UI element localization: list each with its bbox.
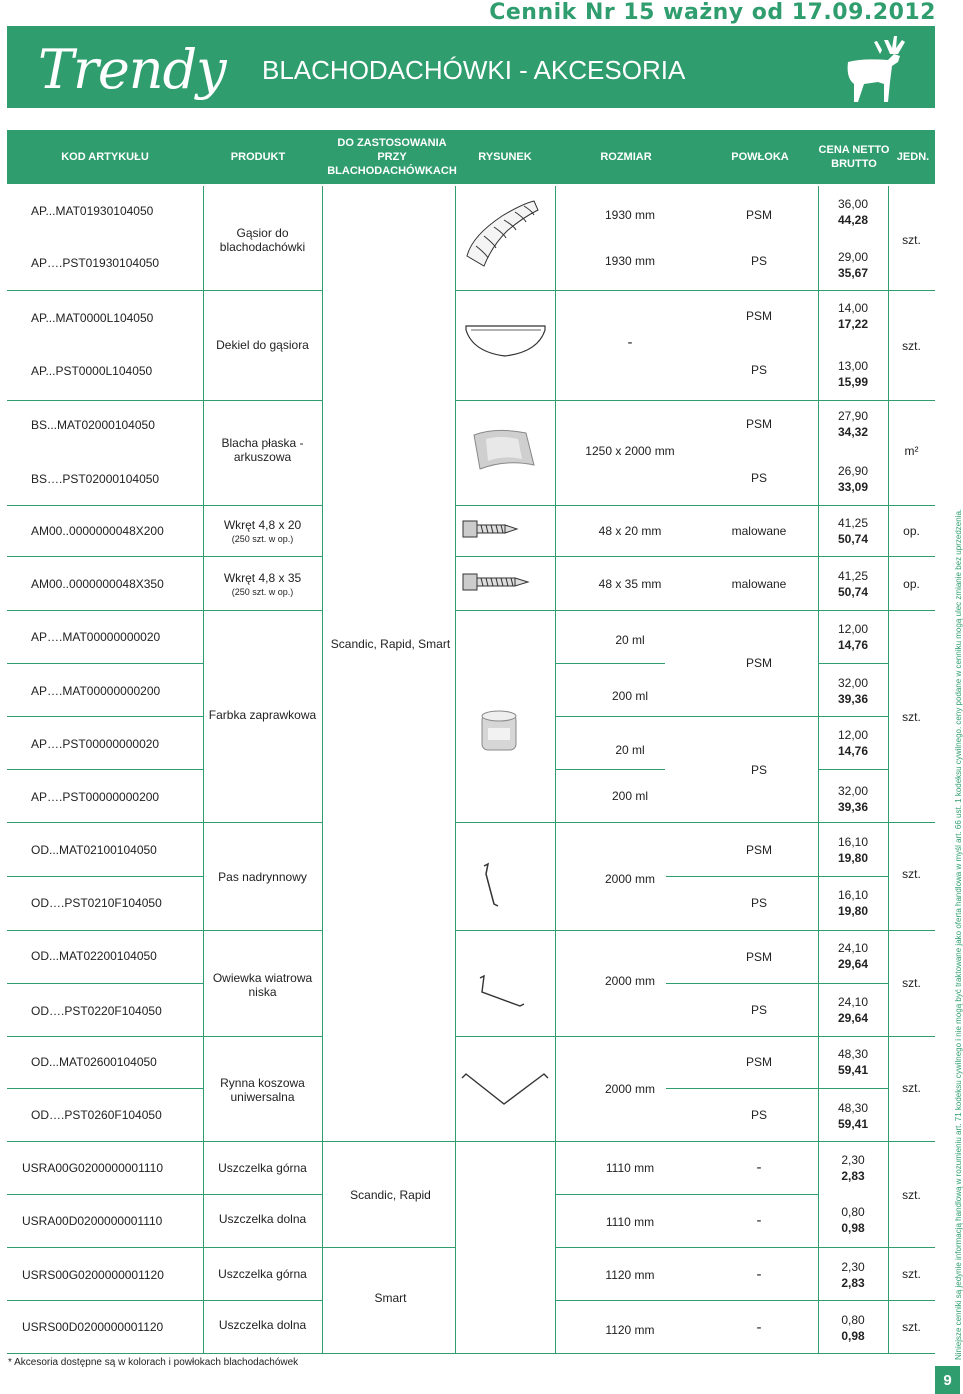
row-divider (555, 1247, 935, 1248)
product-name: Uszczelka dolna (218, 1212, 307, 1226)
col-coating: POWŁOKA (731, 151, 789, 163)
row-divider (7, 1247, 455, 1248)
row-divider (555, 1300, 935, 1301)
col-divider (888, 186, 889, 1354)
price-list-title: Cennik Nr 15 ważny od 17.09.2012 (489, 0, 936, 25)
price (818, 887, 888, 919)
coating-value: PS (750, 1108, 767, 1122)
row-divider (7, 1300, 322, 1301)
size-value: 200 ml (611, 789, 649, 803)
unit-value: op. (903, 577, 920, 591)
price-net: 48,30 (837, 1101, 869, 1115)
row-divider (455, 1141, 935, 1142)
article-code: AP….MAT00000000200 (31, 684, 161, 698)
price-gross: 59,41 (837, 1063, 869, 1077)
product-name: Uszczelka górna (218, 1161, 307, 1175)
price-gross: 17,22 (837, 317, 869, 331)
price-net: 16,10 (837, 835, 869, 849)
coating-value: - (756, 1212, 762, 1229)
article-code: AP….MAT00000000020 (31, 630, 161, 644)
deer-icon (818, 32, 918, 106)
coating-value: PSM (745, 950, 772, 964)
size-value: 48 x 20 mm (598, 524, 662, 538)
price (818, 196, 888, 228)
screw-35-drawing (462, 571, 530, 593)
product-pack: (250 szt. w op.) (231, 534, 294, 544)
row-divider (7, 1141, 455, 1142)
price (818, 358, 888, 390)
coating-value: PS (750, 763, 767, 777)
price (818, 408, 888, 440)
usage-models: Scandic, Rapid (350, 1188, 431, 1202)
flat-sheet-drawing (466, 425, 541, 475)
row-divider (7, 610, 322, 611)
product-name: Gąsior do blachodachówki (219, 226, 306, 254)
size-value: 1120 mm (605, 1268, 655, 1282)
coating-value: PSM (745, 309, 772, 323)
unit-value: szt. (902, 710, 921, 724)
col-usage: DO ZASTOSOWANIA PRZY BLACHODACHÓWKACH (327, 137, 457, 177)
screw-20-drawing (462, 518, 522, 540)
product-name: Uszczelka górna (218, 1267, 307, 1281)
article-code: USRA00G0200000001110 (22, 1161, 163, 1175)
row-divider (555, 663, 665, 664)
row-divider (555, 1194, 818, 1195)
side-note (946, 450, 963, 1360)
coating-value: PSM (745, 843, 772, 857)
size-value: 1930 mm (604, 208, 656, 222)
size-value: 1110 mm (605, 1215, 655, 1229)
size-value: 48 x 35 mm (598, 577, 662, 591)
row-divider (455, 822, 935, 823)
unit-value: szt. (902, 867, 921, 881)
product-name (203, 515, 322, 549)
price-net: 32,00 (837, 676, 869, 690)
product-name: Farbka zaprawkowa (208, 708, 317, 722)
price-gross: 34,32 (837, 425, 869, 439)
price-gross: 14,76 (837, 744, 869, 758)
coating-value: PS (750, 471, 767, 485)
coating-value: PS (750, 363, 767, 377)
size-value: 1930 mm (604, 254, 656, 268)
price (818, 783, 888, 815)
ridge-cap-drawing (462, 196, 552, 274)
row-divider (7, 400, 322, 401)
coating-value: PSM (745, 656, 772, 670)
row-divider (7, 822, 322, 823)
article-code: OD….PST0220F104050 (31, 1004, 162, 1018)
price (818, 940, 888, 972)
page-number: 9 (935, 1366, 960, 1394)
price (818, 1152, 888, 1184)
row-divider (7, 1194, 322, 1195)
price-gross: 39,36 (837, 692, 869, 706)
price-gross: 50,74 (837, 585, 869, 599)
row-divider (7, 556, 322, 557)
row-divider (7, 290, 322, 291)
price-net: 32,00 (837, 784, 869, 798)
size-value: 2000 mm (604, 872, 656, 886)
unit-value: szt. (902, 976, 921, 990)
row-divider (555, 769, 665, 770)
article-code: OD….PST0210F104050 (31, 896, 162, 910)
price (818, 675, 888, 707)
size-value: 2000 mm (604, 974, 656, 988)
coating-value: PSM (745, 417, 772, 431)
price-net: 16,10 (837, 888, 869, 902)
coating-value: - (756, 1319, 762, 1336)
price (818, 300, 888, 332)
price (818, 1204, 888, 1236)
product-name: Pas nadrynnowy (218, 870, 307, 884)
unit-value: op. (903, 524, 920, 538)
price-gross: 39,36 (837, 800, 869, 814)
price-gross: 0,98 (841, 1221, 865, 1235)
page-title: BLACHODACHÓWKI - AKCESORIA (262, 55, 686, 85)
row-divider (7, 769, 203, 770)
price-gross: 15,99 (837, 375, 869, 389)
col-divider (322, 186, 323, 1354)
unit-value: szt. (902, 233, 921, 247)
price-net: 41,25 (837, 516, 869, 530)
price (818, 1046, 888, 1078)
price-net: 2,30 (841, 1260, 865, 1274)
article-code: AP….PST00000000200 (31, 790, 160, 804)
price-gross: 33,09 (837, 480, 869, 494)
product-name: Blacha płaska - arkuszowa (221, 436, 304, 464)
article-code: AM00..0000000048X200 (31, 524, 164, 538)
coating-value: PSM (745, 208, 772, 222)
price (818, 1312, 888, 1344)
unit-value: szt. (902, 339, 921, 353)
article-code: OD...MAT02200104050 (31, 949, 157, 963)
col-unit: JEDN. (896, 151, 930, 163)
row-divider (455, 610, 935, 611)
col-divider (555, 186, 556, 1354)
price-gross: 2,83 (841, 1276, 865, 1290)
price-net: 26,90 (837, 464, 869, 478)
price-net: 12,00 (837, 622, 869, 636)
price-net: 13,00 (837, 359, 869, 373)
row-divider (7, 1353, 935, 1354)
price-net: 36,00 (837, 197, 869, 211)
price-gross: 19,80 (837, 904, 869, 918)
row-divider (455, 290, 935, 291)
price-net: 48,30 (837, 1047, 869, 1061)
col-drawing: RYSUNEK (478, 151, 532, 163)
price-gross: 0,98 (841, 1329, 865, 1343)
coating-value: PS (750, 254, 767, 268)
valley-gutter-drawing (458, 1068, 553, 1112)
row-divider (7, 1088, 203, 1089)
article-code: AP...MAT01930104050 (31, 204, 154, 218)
product-name: Owiewka wiatrowa niska (212, 971, 313, 999)
price (818, 515, 888, 547)
size-value: 20 ml (615, 743, 645, 757)
product-wkret20: Wkręt 4,8 x 20 (223, 518, 302, 532)
article-code: AP….PST01930104050 (31, 256, 160, 270)
row-divider (818, 663, 888, 664)
price (818, 994, 888, 1026)
footnote: * Akcesoria dostępne są w kolorach i powłokach blachodachówek (8, 1357, 299, 1368)
product-name: Uszczelka dolna (218, 1318, 307, 1332)
usage-models: Smart (374, 1291, 407, 1305)
product-name (203, 568, 322, 602)
ridge-end-cap-drawing (463, 320, 548, 362)
coating-value: PSM (745, 1055, 772, 1069)
price (818, 834, 888, 866)
col-size: ROZMIAR (600, 151, 652, 163)
price (818, 727, 888, 759)
article-code: USRS00D0200000001120 (22, 1320, 164, 1334)
unit-value: szt. (902, 1188, 921, 1202)
size-value: 200 ml (611, 689, 649, 703)
size-value: 2000 mm (604, 1082, 656, 1096)
coating-value: PS (750, 896, 767, 910)
price-gross: 50,74 (837, 532, 869, 546)
price (818, 1259, 888, 1291)
price (818, 463, 888, 495)
price-gross: 35,67 (837, 266, 869, 280)
side-note-text: Niniejsze cenniki są jedynie informacją handlową w rozumieniu art. 71 kodeksu cywilnego i nie mogą być traktowane jako oferta handlowa w myśl art. 66 ust. 1 kodeksu cywilnego. ceny podane w cenniku mogą ulec zmianie bez uprzedzenia. (954, 508, 963, 1360)
price-net: 12,00 (837, 728, 869, 742)
product-pack: (250 szt. w op.) (231, 587, 294, 597)
price-net: 14,00 (837, 301, 869, 315)
size-value: 1120 mm (605, 1323, 655, 1337)
price-net: 29,00 (837, 250, 869, 264)
size-value: 1250 x 2000 mm (585, 444, 675, 458)
article-code: AM00..0000000048X350 (31, 577, 164, 591)
row-divider (7, 930, 322, 931)
coating-value: PS (750, 1003, 767, 1017)
product-name: Rynna koszowa uniwersalna (220, 1076, 305, 1104)
coating-value: - (756, 1266, 762, 1283)
price-gross: 29,64 (837, 1011, 869, 1025)
price-net: 27,90 (837, 409, 869, 423)
product-wkret35: Wkręt 4,8 x 35 (223, 571, 302, 585)
article-code: AP...PST0000L104050 (31, 364, 153, 378)
row-divider (7, 663, 203, 664)
price (818, 621, 888, 653)
price-gross: 19,80 (837, 851, 869, 865)
row-divider (7, 983, 203, 984)
price-net: 2,30 (841, 1153, 865, 1167)
col-price: CENA NETTO BRUTTO (818, 144, 890, 170)
article-code: OD….PST0260F104050 (31, 1108, 162, 1122)
paint-bottle-drawing (474, 708, 524, 756)
article-code: BS….PST02000104050 (31, 472, 160, 486)
article-code: OD...MAT02100104050 (31, 843, 157, 857)
price-gross: 2,83 (841, 1169, 865, 1183)
price-gross: 14,76 (837, 638, 869, 652)
unit-value: m² (904, 444, 919, 458)
price-net: 0,80 (841, 1205, 865, 1219)
product-name: Dekiel do gąsiora (216, 338, 309, 352)
article-code: BS...MAT02000104050 (31, 418, 155, 432)
row-divider (455, 1036, 935, 1037)
article-code: AP...MAT0000L104050 (31, 311, 154, 325)
row-divider (455, 930, 935, 931)
usage-models: Scandic, Rapid, Smart (330, 637, 451, 651)
row-divider (455, 505, 935, 506)
row-divider (818, 716, 888, 717)
article-code: OD...MAT02600104050 (31, 1055, 157, 1069)
row-divider (7, 1036, 322, 1037)
size-value: 1110 mm (605, 1161, 655, 1175)
col-code: KOD ARTYKUŁU (61, 151, 149, 163)
unit-value: szt. (902, 1081, 921, 1095)
price (818, 1100, 888, 1132)
row-divider (7, 505, 322, 506)
price-net: 0,80 (841, 1313, 865, 1327)
wind-board-drawing (470, 948, 540, 1018)
row-divider (455, 556, 935, 557)
col-product: PRODUKT (230, 151, 286, 163)
row-divider (7, 716, 203, 717)
brand-logo: Trendy (38, 38, 226, 101)
price-gross: 44,28 (837, 213, 869, 227)
article-code: USRA00D0200000001110 (22, 1214, 163, 1228)
price-net: 24,10 (837, 995, 869, 1009)
article-code: USRS00G0200000001120 (22, 1268, 164, 1282)
article-code: AP….PST00000000020 (31, 737, 160, 751)
row-divider (455, 400, 935, 401)
row-divider (818, 769, 888, 770)
size-value: 20 ml (615, 633, 645, 647)
row-divider (555, 716, 818, 717)
drip-edge-drawing (474, 860, 524, 910)
price (818, 249, 888, 281)
price-net: 24,10 (837, 941, 869, 955)
price-gross: 29,64 (837, 957, 869, 971)
unit-value: szt. (902, 1320, 921, 1334)
size-value: - (627, 334, 633, 351)
price (818, 568, 888, 600)
coating-value: malowane (731, 524, 787, 538)
row-divider (7, 876, 203, 877)
price-gross: 59,41 (837, 1117, 869, 1131)
coating-value: malowane (731, 577, 787, 591)
price-net: 41,25 (837, 569, 869, 583)
coating-value: - (756, 1159, 762, 1176)
col-divider (455, 186, 456, 1354)
unit-value: szt. (902, 1267, 921, 1281)
